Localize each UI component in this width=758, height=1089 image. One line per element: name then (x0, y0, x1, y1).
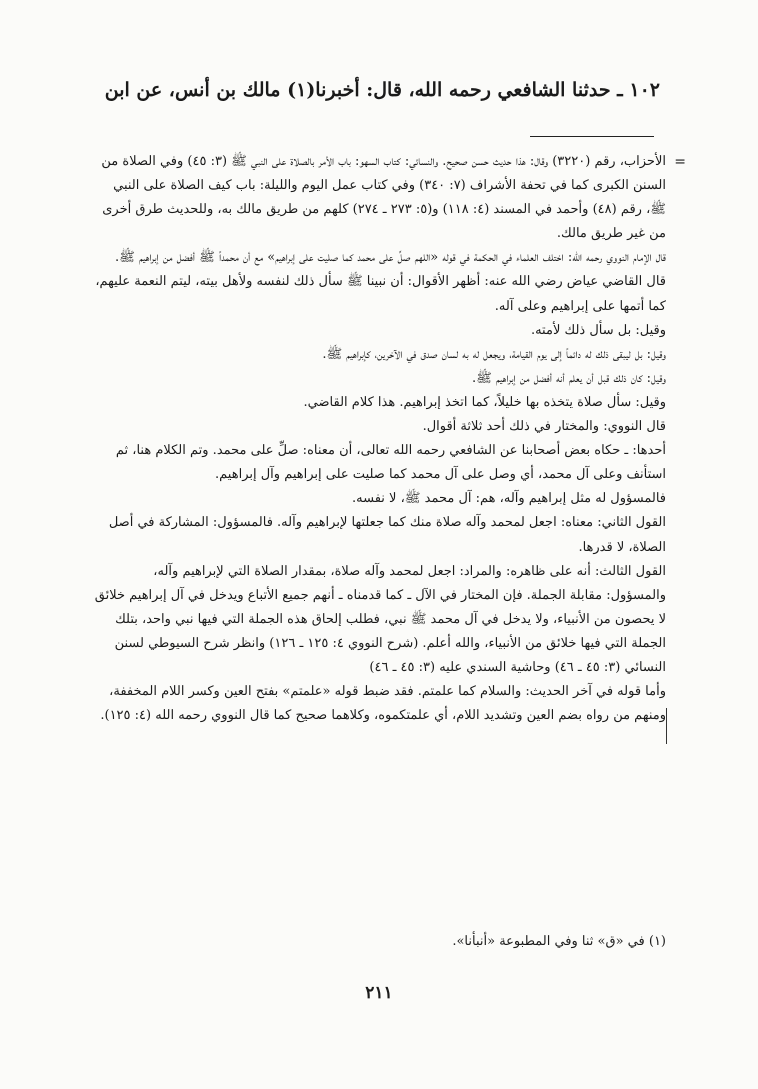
note-paragraph: قال النووي: والمختار في ذلك أحد ثلاثة أقوال. (422, 419, 666, 435)
note-paragraph: فالمسؤول له مثل إبراهيم وآله، هم: آل محمد ﷺ، لا نفسه. (352, 491, 666, 507)
note-paragraph: قال الإمام النووي رحمه الله: اختلف العلماء في الحكمة في قوله «اللهم صلِّ على محمد كما صليت على إبراهيم» مع أن محمداً ﷺ أفضل من إبراهيم ﷺ. (114, 250, 666, 266)
hadith-text-line: ١٠٢ ـ حدثنا الشافعي رحمه الله، قال: أخبرنا(١) مالك بن أنس، عن ابن (104, 79, 660, 101)
page-number: ٢١١ (365, 983, 393, 1003)
note-paragraph: قال القاضي عياض رضي الله عنه: أظهر الأقوال: أن نبينا ﷺ سأل ذلك لنفسه ولأهل بيته، ليتم النعمة عليهم، كما أتمها على إبراهيم وعلى آله. (95, 274, 666, 314)
footnote-separator (530, 136, 654, 137)
margin-line (666, 708, 667, 744)
note-paragraph: وقيل: بل ليبقى ذلك له دائماً إلى يوم القيامة، ويجعل له به لسان صدق في الآخرين، كإبراهيم ﷺ. (322, 346, 666, 362)
footnote: (١) في «ق» ثنا وفي المطبوعة «أنبأنا». (452, 934, 666, 949)
commentary-notes (92, 150, 666, 728)
note-paragraph: وأما قوله في آخر الحديث: والسلام كما علمتم. فقد ضبط قوله «علمتم» بفتح العين وكسر اللام المخففة، ومنهم من رواه بضم العين وتشديد اللام، أي علمتكموه، وكلاهما صحيح كما قال النووي رحمه الله (٤: ١٢٥). (100, 684, 666, 724)
note-paragraph: وقيل: سأل صلاة يتخذه بها خليلاً، كما اتخذ إبراهيم. هذا كلام القاضي. (303, 394, 666, 410)
note-paragraph: القول الثاني: معناه: اجعل لمحمد وآله صلاة منك كما جعلتها لإبراهيم وآله. فالمسؤول: المشاركة في أصل الصلاة، لا قدرها. (108, 515, 666, 555)
note-paragraph: الأحزاب، رقم (٣٢٢٠) وقال: هذا حديث حسن صحيح. والنسائي: كتاب السهو: باب الأمر بالصلاة على النبي ﷺ (٣: ٤٥) وفي الصلاة من السنن الكبرى كما في تحفة الأشراف (٧: ٣٤٠) وفي كتاب عمل اليوم والليلة: باب كيف الصلاة على النبي ﷺ، رقم (٤٨) وأحمد في المسند (٤: ١١٨) و(٥: ٢٧٣ ـ ٢٧٤) كلهم من طريق مالك به، وللحديث طرق أخرى من غير طريق مالك. (101, 154, 666, 242)
note-paragraph: وقيل: بل سأل ذلك لأمته. (530, 322, 666, 338)
note-paragraph: أحدها: ـ حكاه بعض أصحابنا عن الشافعي رحمه الله تعالى، أن معناه: صلِّ على محمد. وتم الكلام هنا، ثم استأنف وعلى آل محمد، أي وصل على آل محمد كما صليت على إبراهيم وآل إبراهيم. (115, 443, 666, 483)
note-paragraph: وقيل: كان ذلك قبل أن يعلم أنه أفضل من إبراهيم ﷺ. (471, 370, 666, 386)
continuation-marker: = (674, 154, 686, 170)
note-paragraph: القول الثالث: أنه على ظاهره: والمراد: اجعل لمحمد وآله صلاة، بمقدار الصلاة التي لإبراهيم وآله، والمسؤول: مقابلة الجملة. فإن المختار في الآل ـ كما قدمناه ـ أنهم جميع الأتباع ويدخل في آل إبراهيم خلائق لا يحصون من الأنبياء، ولا يدخل في آل محمد ﷺ نبي، فطلب إلحاق هذه الجملة التي فيها نبي واحد، بتلك الجملة التي فيها خلائق من الأنبياء، والله أعلم. (شرح النووي ٤: ١٢٥ ـ ١٢٦) وانظر شرح السيوطي لسنن النسائي (٣: ٤٥ ـ ٤٦) وحاشية السندي عليه (٣: ٤٥ ـ ٤٦) (94, 563, 666, 675)
